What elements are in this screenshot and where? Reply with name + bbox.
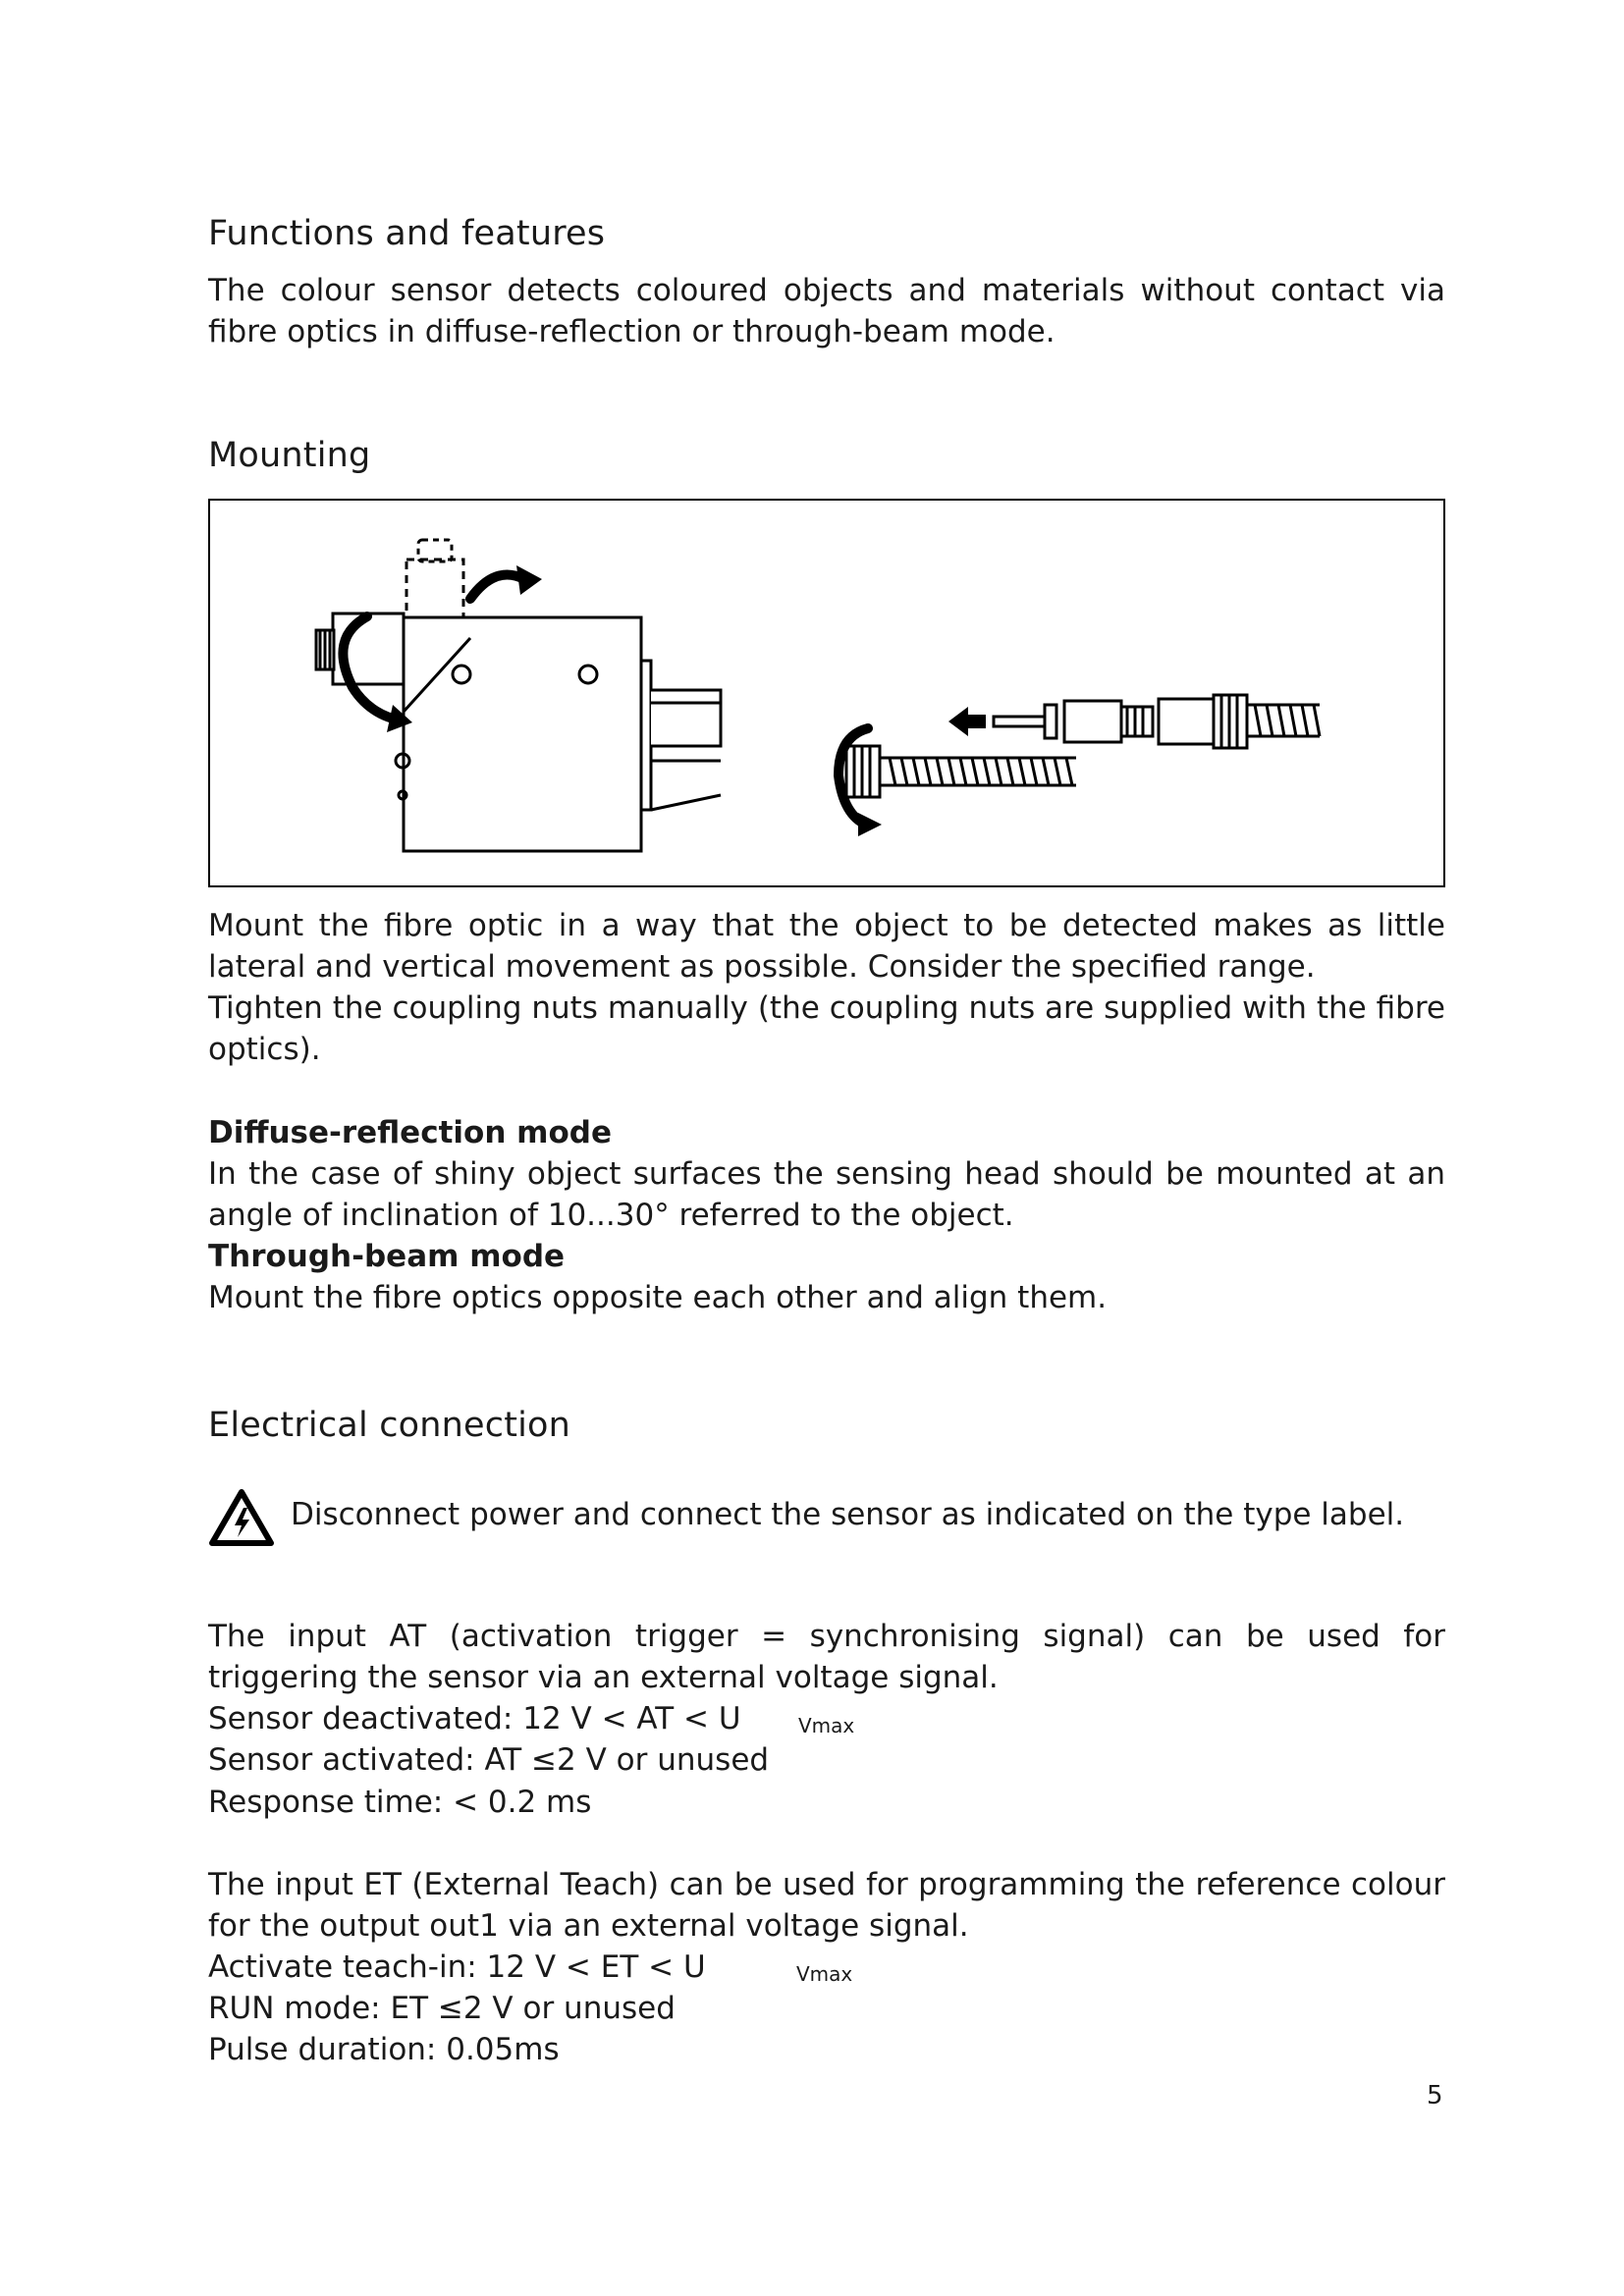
mounting-heading: Mounting	[208, 436, 371, 475]
mounting-diagram	[208, 499, 1445, 887]
at-intro: The input AT (activation trigger = synchronising signal) can be used for triggering the sensor via an external voltage signal.	[208, 1619, 1445, 1695]
warning-text: Disconnect power and connect the sensor as indicated on the type label.	[291, 1497, 1405, 1532]
mounting-para1: Mount the fibre optic in a way that the object to be detected makes as little lateral and vertical movement as possible. Consider the specified range.	[208, 908, 1445, 985]
diffuse-text: In the case of shiny object surfaces the sensing head should be mounted at an angle of inclination of 10...30° referred to the object.	[208, 1156, 1445, 1233]
et-pulse: Pulse duration: 0.05ms	[208, 2032, 560, 2067]
at-deactivated: Sensor deactivated: 12 V < AT < U	[208, 1701, 741, 1736]
electrical-heading: Electrical connection	[208, 1406, 571, 1445]
sensor-mounting-diagram	[210, 501, 1443, 885]
et-intro: The input ET (External Teach) can be used for programming the reference colour for the output out1 via an external voltage signal.	[208, 1867, 1445, 1944]
mounting-para2: Tighten the coupling nuts manually (the coupling nuts are supplied with the fibre optics).	[208, 990, 1445, 1067]
electrical-hazard-warning-icon	[208, 1488, 275, 1547]
et-run: RUN mode: ET ≤2 V or unused	[208, 1991, 676, 2026]
diffuse-heading: Diffuse-reflection mode	[208, 1115, 612, 1150]
through-heading: Through-beam mode	[208, 1239, 566, 1274]
et-activate: Activate teach-in: 12 V < ET < U	[208, 1949, 706, 1985]
functions-text: The colour sensor detects coloured objects and materials without contact via fibre optics in diffuse-reflection or through-beam mode.	[208, 273, 1445, 349]
functions-heading: Functions and features	[208, 214, 606, 253]
et-activate-subscript: Vmax	[796, 1962, 853, 1986]
page-number: 5	[1427, 2081, 1443, 2110]
at-deactivated-subscript: Vmax	[798, 1714, 855, 1737]
through-text: Mount the fibre optics opposite each other and align them.	[208, 1280, 1108, 1315]
at-activated: Sensor activated: AT ≤2 V or unused	[208, 1742, 770, 1778]
at-response: Response time: < 0.2 ms	[208, 1785, 592, 1820]
